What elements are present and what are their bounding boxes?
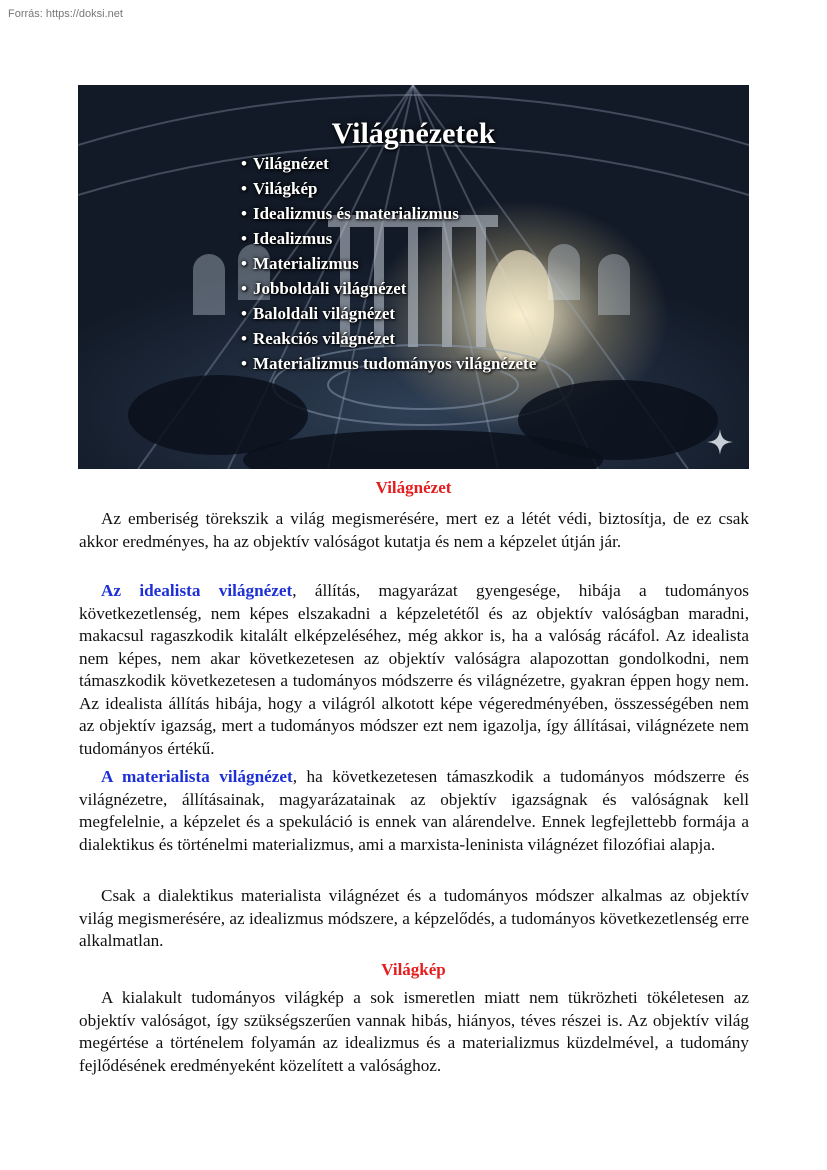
hero-list-item: • Világnézet xyxy=(241,154,329,173)
section-heading-vilagnezet: Világnézet xyxy=(375,478,452,497)
hero-list-item: • Materializmus tudományos világnézete xyxy=(241,354,537,373)
hero-list-item: • Jobboldali világnézet xyxy=(241,279,407,298)
paragraph-intro: Az emberiség törekszik a világ megismerésére, mert ez a létét védi, biztosítja, de ez csak akkor eredményes, ha az objektív valóságot kutatja és nem a képzelet útján jár. xyxy=(79,509,749,551)
hero-list-item: • Idealizmus és materializmus xyxy=(241,204,459,223)
hero-list-item: • Materializmus xyxy=(241,254,359,273)
hero-list-item: • Reakciós világnézet xyxy=(241,329,396,348)
idealist-term: Az idealista világnézet xyxy=(101,581,293,600)
source-label: Forrás: https://doksi.net xyxy=(8,8,123,20)
paragraph-dialectic: Csak a dialektikus materialista világnézet és a tudományos módszer alkalmas az objektív világ megismerésére, az idealizmus módszere, a képzelődés, a tudományos következetlenség erre alkalmatlan. xyxy=(79,886,749,950)
hero-list-item: • Baloldali világnézet xyxy=(241,304,396,323)
materialist-text: , ha következetesen támaszkodik a tudományos módszerre és világnézetre, állításainak, magyarázatainak az objektív igazságnak és valóságnak kell megfelelnie, a képzelet és a spekuláció is ennek van alárendelve. Ennek legfejlettebb formája a dialektikus és történelmi materializmus, ami a marxista-leninista világnézet filozófiai alapja. xyxy=(79,767,750,854)
idealist-text: , állítás, magyarázat gyengesége, hibája a tudományos következetlenség, nem képes elszakadni a képzeletétől és az objektív valóságban maradni, makacsul ragaszkodik kitalált elképzeléséhez, még akkor is, ha a valóság rácáfol. Az idealista nem képes, nem akar következetesen az objektív valóságra alapozottan gondolkodni, nem támaszkodik következetesen a tudományos módszerre és világnézetre, gyakran éppen hogy nem. Az idealista állítás hibája, hogy a világról alkotott képe végeredményében, összességében nem az objektív igazság, mert a tudományos módszer ezt nem igazolja, így állításai, világnézete nem tudományos értékű. xyxy=(79,581,749,758)
hero-list-item: • Idealizmus xyxy=(241,229,333,248)
hero-image xyxy=(78,85,749,469)
hero-list-item: • Világkép xyxy=(241,179,318,198)
hero-title: Világnézetek xyxy=(331,117,496,150)
paragraph-worldview: A kialakult tudományos világkép a sok ismeretlen miatt nem tükrözheti tökéletesen az objektív valóságot, így szükségszerűen vannak hibás, hiányos, téves részei is. Az objektív világ megértése a történelem folyamán az idealizmus és a materializmus küzdelmével, a tudomány fejlődésének eredményeként közelített a valósághoz. xyxy=(79,988,749,1075)
materialist-term: A materialista világnézet xyxy=(101,767,293,786)
hero-topic-list xyxy=(241,151,536,376)
sparkle-icon xyxy=(707,429,733,455)
paragraph-materialist xyxy=(79,766,749,856)
section-heading-vilagkep: Világkép xyxy=(381,960,446,979)
paragraph-idealist xyxy=(79,580,749,760)
